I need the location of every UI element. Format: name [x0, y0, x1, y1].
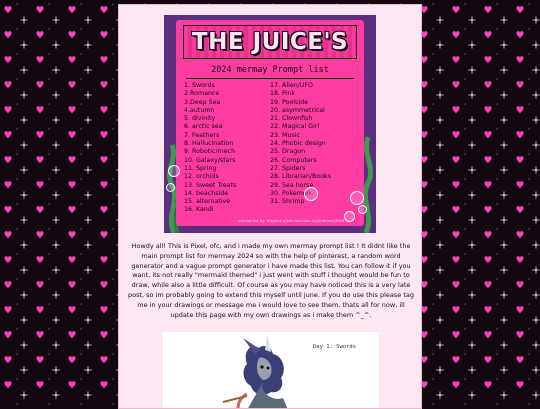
prompt-list-right-column [270, 82, 331, 206]
description-text: Howdy all! This is Pixel, ofc, and i made my own mermay prompt list ! It didnt like the main prompt list for mermay 2024 so with the help of pinterest, a random word generator and a vague prompt generator i have made this list. You can follow it if you want, its not really "mermaid themed" i just went with stuff i thought would be fun to draw, while also a little difficult. Of course as you may have noticed this is a very late post, so im probably going to extend this myself until june. If you do use this please tag me in your drawings or message me i would love to see them. thats all for now, ill update this page with my own drawings as i make them ^_^. [127, 242, 415, 319]
prompt-list-item: 31. Shrimp [270, 198, 305, 206]
prompt-list-item: 18. Pink [270, 90, 296, 98]
prompt-list-left-column [184, 82, 236, 215]
prompt-list-item: 20. asymmetrical [270, 106, 325, 114]
bubble-icon [358, 205, 367, 214]
mermaid-drawing-image [163, 332, 379, 409]
prompt-list-item: 1. Swords [184, 82, 215, 89]
prompt-list-item: 23. Music [270, 131, 300, 139]
credit-line: prompt list by: thejuice pixel.neocities.org/mermay2024 [238, 218, 345, 223]
divider [186, 78, 354, 79]
bubble-icon [350, 191, 364, 205]
prompt-list-image [164, 15, 376, 233]
prompt-list-card [176, 20, 364, 226]
bubble-icon [344, 211, 355, 222]
prompt-list-item: 27. Spiders [270, 164, 306, 172]
prompt-list-item: 25. Dragon [270, 148, 306, 156]
prompt-list-item: 6. arctic sea [184, 123, 223, 131]
banner [183, 25, 357, 59]
banner-title: THE JUICE'S [191, 29, 349, 55]
prompt-list-item: 19. Poolside [270, 98, 308, 106]
prompt-list-item: 9. Robotic/mech [184, 148, 236, 156]
day-label: Day 1: Swords [313, 344, 357, 350]
prompt-list-item: 8. Hallucination [184, 140, 234, 148]
prompt-list-item: 21. Clownfish [270, 115, 313, 123]
prompt-list-item: 28. Librarian/Books [270, 173, 331, 181]
prompt-list-item: 15. alternative [184, 198, 231, 206]
prompt-list-item: 7. Feathers [184, 131, 220, 139]
prompt-list-subtitle: 2024 mermay Prompt list [211, 65, 329, 75]
content-panel [118, 4, 422, 409]
prompt-list-item: 12. orchids [184, 173, 219, 181]
prompt-list-item: 17. Alien/UFO [270, 82, 313, 89]
prompt-list-item: 4.autumn [184, 106, 215, 114]
prompt-list-item: 24. Phobic design [270, 140, 326, 148]
prompt-list-item: 30. Pokemon [270, 189, 311, 197]
prompt-list-item: 22. Magical Girl [270, 123, 320, 131]
prompt-list-item: 2.Romance [184, 90, 220, 98]
bubble-icon [304, 187, 318, 201]
prompt-list-item: 13. Sweet Treats [184, 181, 237, 189]
prompt-list-item: 14. beachside [184, 189, 229, 197]
bubble-icon [168, 165, 180, 177]
prompt-list-item: 29. Sea horse [270, 181, 314, 189]
prompt-list-item: 26. Computers [270, 156, 317, 164]
prompt-list-item: 5. divinity [184, 115, 216, 123]
prompt-list-item: 16. Kandi [184, 206, 214, 214]
prompt-list-item: 3.Deep Sea [184, 98, 221, 106]
bubble-icon [166, 183, 175, 192]
prompt-list-item: 11. Spring [184, 164, 217, 172]
prompt-list-item: 10. Galaxy/stars [184, 156, 236, 164]
